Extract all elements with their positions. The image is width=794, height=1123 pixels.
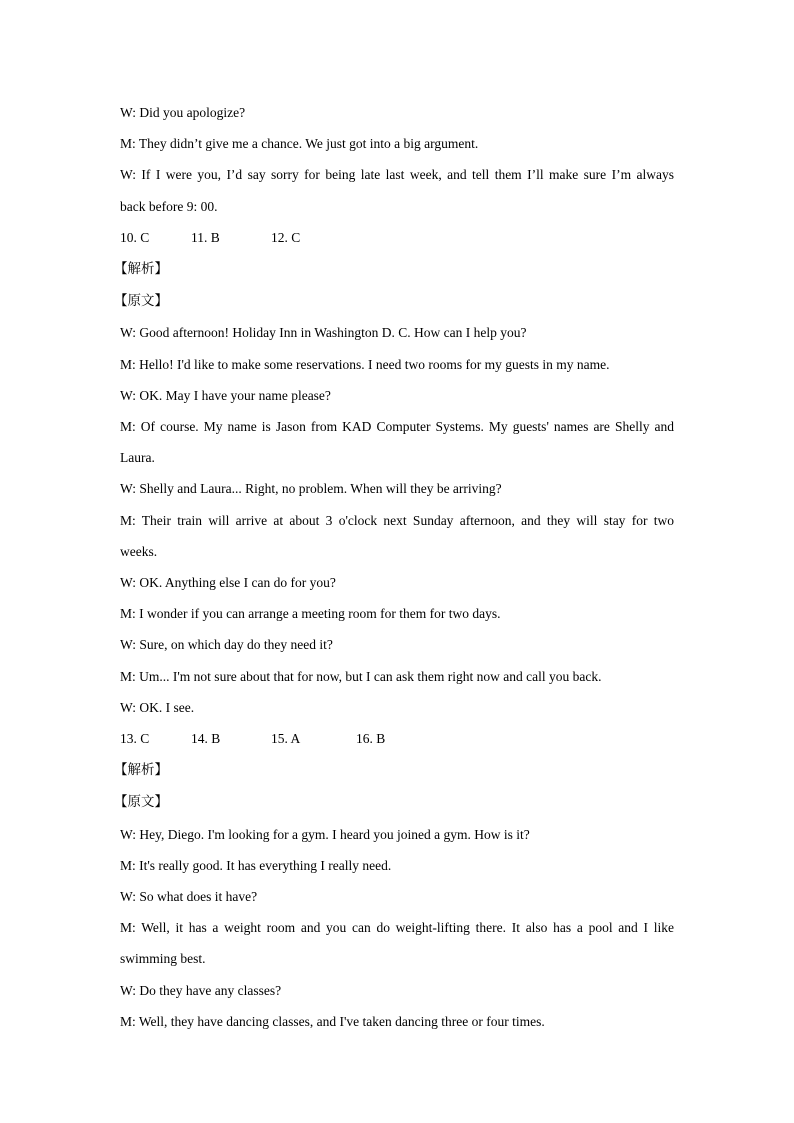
dialog-line: W: Hey, Diego. I'm looking for a gym. I heard you joined a gym. How is it? (120, 826, 530, 842)
answer-row (120, 222, 674, 253)
analysis-label: 【解析】 (114, 261, 168, 278)
document-page (114, 97, 674, 1037)
answer-item: 14. B (191, 731, 221, 747)
answer-item: 11. B (191, 229, 220, 245)
dialog-line: W: So what does it have? (120, 889, 258, 905)
answer-item: 10. C (120, 229, 150, 245)
dialog-line: W: Did you apologize? (120, 105, 246, 120)
dialog-line: M: Of course. My name is Jason from KAD Computer Systems. My guests' names are Shelly and (120, 419, 674, 435)
dialog-line: W: If I were you, I’d say sorry for being late last week, and tell them I’ll make sure I’m always (120, 167, 674, 183)
analysis-label: 【解析】 (114, 762, 168, 779)
dialog-line: W: OK. Anything else I can do for you? (120, 575, 336, 591)
dialog-line: M: Well, they have dancing classes, and I've taken dancing three or four times. (120, 1013, 545, 1029)
dialog-line: W: OK. I see. (120, 699, 195, 715)
dialog-line: M: Hello! I'd like to make some reservations. I need two rooms for my guests in my name. (120, 356, 610, 372)
answer-row (120, 723, 674, 754)
answer-item: 13. C (120, 731, 150, 747)
dialog-line: M: They didn’t give me a chance. We just got into a big argument. (120, 136, 479, 152)
dialog-line: M: I wonder if you can arrange a meeting room for them for two days. (120, 606, 501, 622)
answer-item: 12. C (271, 229, 301, 245)
dialog-line: back before 9: 00. (120, 198, 218, 214)
dialog-line: weeks. (120, 543, 158, 559)
dialog-line: M: Um... I'm not sure about that for now, but I can ask them right now and call you back. (120, 668, 602, 684)
original-text-label: 【原文】 (114, 794, 168, 811)
dialog-line: swimming best. (120, 951, 206, 967)
dialog-line: W: Do they have any classes? (120, 982, 282, 998)
dialog-line: Laura. (120, 450, 155, 466)
dialog-line: W: Sure, on which day do they need it? (120, 637, 333, 653)
answer-item: 15. A (271, 731, 301, 747)
dialog-line: M: It's really good. It has everything I really need. (120, 857, 392, 873)
dialog-line: M: Well, it has a weight room and you can do weight-lifting there. It also has a pool and I like (120, 920, 674, 936)
dialog-line: W: Good afternoon! Holiday Inn in Washington D. C. How can I help you? (120, 325, 527, 341)
dialog-line: W: OK. May I have your name please? (120, 387, 331, 403)
answer-item: 16. B (356, 731, 386, 747)
dialog-line: M: Their train will arrive at about 3 o'clock next Sunday afternoon, and they will stay for two (120, 512, 674, 528)
original-text-label: 【原文】 (114, 293, 168, 310)
dialog-line: W: Shelly and Laura... Right, no problem. When will they be arriving? (120, 481, 502, 497)
